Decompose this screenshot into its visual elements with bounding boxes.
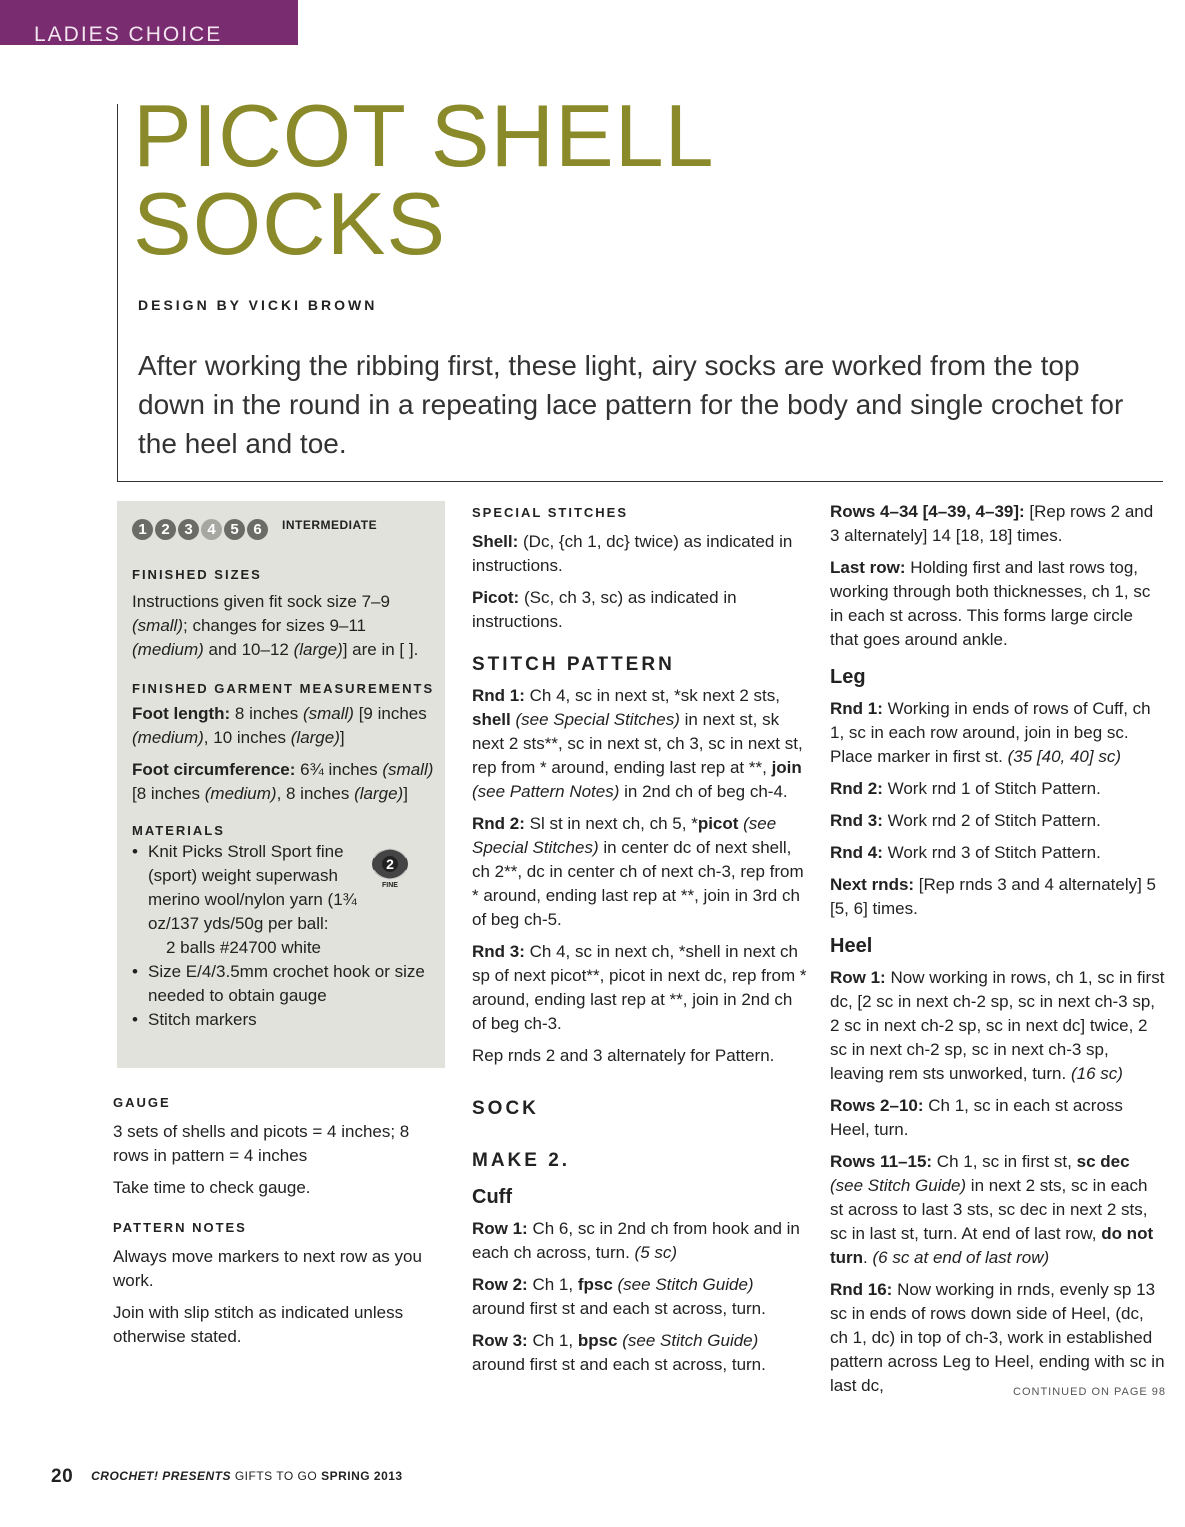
skill-level-2-icon: 2 [155,519,176,540]
section-tab [0,0,298,45]
finished-sizes-text: Instructions given fit sock size 7–9 (small); changes for sizes 9–11 (medium) and 10–12 (large)] are in [ ]. [132,592,419,659]
heel-heading: Heel [830,935,873,957]
pattern-note-1: Always move markers to next row as you work. [113,1247,422,1290]
intro-paragraph: After working the ribbing first, these light, airy socks are worked from the top down in the round in a repeating lace pattern for the body and single crochet for the heel and toe. [138,350,1124,459]
sock-heading: SOCK [472,1098,539,1119]
title-rule-horizontal [117,481,1163,482]
heel-rnd-16: Rnd 16: Now working in rnds, evenly sp 13 sc in ends of rows down side of Heel, (dc, ch 1, dc) in top of ch-3, work in established pattern across Leg to Heel, ending with sc in last dc, [830,1280,1165,1395]
garment-measurements-heading: FINISHED GARMENT MEASUREMENTS [132,681,435,696]
leg-rnd-1: Rnd 1: Working in ends of rows of Cuff, ch 1, sc in each row around, join in beg sc. Place marker in first st. (35 [40, 40] sc) [830,699,1151,766]
page-footer [51,1464,403,1486]
skill-level-indicator [132,519,437,540]
skill-level-3-icon: 3 [178,519,199,540]
pattern-note-2: Join with slip stitch as indicated unless otherwise stated. [113,1303,404,1346]
gauge-heading: GAUGE [113,1095,171,1110]
skill-level-6-icon: 6 [247,519,268,540]
gauge-check-text: Take time to check gauge. [113,1178,311,1197]
leg-next-rnds: Next rnds: [Rep rnds 3 and 4 alternately] 5 [5, 6] times. [830,875,1157,918]
info-sidebar [117,501,445,1068]
gauge-notes-column [113,1095,443,1349]
instructions-column-2 [472,505,807,1377]
cuff-rows-4-34: Rows 4–34 [4–39, 4–39]: [Rep rows 2 and 3 alternately] 14 [18, 18] times. [830,502,1154,545]
heel-rows-11-15: Rows 11–15: Ch 1, sc in first st, sc dec (see Stitch Guide) in next 2 sts, sc in each st across to last 3 sts, sc dec in next 2 sts, sc in last st, turn. At end of last row, do not turn. (6 sc at end of last row) [830,1152,1154,1267]
foot-circumference-text: Foot circumference: 6¾ inches (small) [8 inches (medium), 8 inches (large)] [132,760,434,803]
stitch-pattern-rnd-1: Rnd 1: Ch 4, sc in next st, *sk next 2 sts, shell (see Special Stitches) in next st, sk next 2 sts**, sc in next st, ch 3, sc in next st, rep from * around, ending last rep at **, join (see Pattern Notes) in 2nd ch of beg ch-4. [472,686,803,801]
picot-definition: Picot: (Sc, ch 3, sc) as indicated in instructions. [472,588,737,631]
leg-heading: Leg [830,666,866,688]
leg-rnd-3: Rnd 3: Work rnd 2 of Stitch Pattern. [830,811,1101,830]
make-two-heading: MAKE 2. [472,1150,571,1171]
heel-row-1: Row 1: Now working in rows, ch 1, sc in first dc, [2 sc in next ch-2 sp, sc in next ch-3 sp, 2 sc in next ch-2 sp, sc in next dc] twice, 2 sc in next ch-2 sp, sc in next ch-3 sp, leaving rem sts unworked, turn. (16 sc) [830,968,1165,1083]
skill-level-label: INTERMEDIATE [282,517,378,532]
gauge-text: 3 sets of shells and picots = 4 inches; 8 rows in pattern = 4 inches [113,1122,410,1165]
title-line-2: SOCKS [133,174,447,273]
leg-rnd-2: Rnd 2: Work rnd 1 of Stitch Pattern. [830,779,1101,798]
stitch-pattern-repeat: Rep rnds 2 and 3 alternately for Pattern. [472,1046,775,1065]
continued-on-page: CONTINUED ON PAGE 98 [1013,1386,1167,1398]
materials-item-markers: • Stitch markers [132,1008,437,1032]
magazine-name: CROCHET! PRESENTS [91,1469,231,1483]
special-stitches-heading: SPECIAL STITCHES [472,505,629,520]
cuff-heading: Cuff [472,1186,512,1208]
stitch-pattern-rnd-2: Rnd 2: Sl st in next ch, ch 5, *picot (see Special Stitches) in center dc of next shell, ch 2**, dc in center ch of next ch-3, rep from * around, ending last rep at **, join in 3rd ch of beg ch-5. [472,814,804,929]
skill-level-4-icon: 4 [201,519,222,540]
yarn-weight-number: 2 [386,856,394,872]
instructions-column-3 [830,500,1165,1398]
issue-name: GIFTS TO GO [230,1469,322,1483]
heel-rows-2-10: Rows 2–10: Ch 1, sc in each st across Heel, turn. [830,1096,1123,1139]
yarn-weight-label: FINE [382,882,398,888]
pattern-notes-heading: PATTERN NOTES [113,1220,247,1235]
materials-heading: MATERIALS [132,823,225,838]
materials-item-hook: • Size E/4/3.5mm crochet hook or size needed to obtain gauge [132,960,437,1008]
title-rule-vertical [117,104,118,482]
foot-length-text: Foot length: 8 inches (small) [9 inches (medium), 10 inches (large)] [132,704,427,747]
cuff-row-3: Row 3: Ch 1, bpsc (see Stitch Guide) around first st and each st across, turn. [472,1331,766,1374]
yarn-weight-icon [369,846,411,888]
finished-sizes-heading: FINISHED SIZES [132,567,262,582]
cuff-row-1: Row 1: Ch 6, sc in 2nd ch from hook and in each ch across, turn. (5 sc) [472,1219,800,1262]
skill-level-5-icon: 5 [224,519,245,540]
section-tab-label: LADIES CHOICE [34,23,223,46]
designer-byline: DESIGN BY VICKI BROWN [138,297,378,313]
skill-level-1-icon: 1 [132,519,153,540]
page-number: 20 [51,1466,74,1487]
title-line-1: PICOT SHELL [133,86,715,185]
cuff-last-row: Last row: Holding first and last rows tog, working through both thicknesses, ch 1, sc in each st across. This forms large circle that goes around ankle. [830,558,1151,649]
stitch-pattern-heading: STITCH PATTERN [472,654,675,675]
leg-rnd-4: Rnd 4: Work rnd 3 of Stitch Pattern. [830,843,1101,862]
stitch-pattern-rnd-3: Rnd 3: Ch 4, sc in next ch, *shell in next ch sp of next picot**, picot in next dc, rep from * around, ending last rep at **, join in 2nd ch of beg ch-3. [472,942,807,1033]
issue-season: SPRING 2013 [321,1469,403,1483]
cuff-row-2: Row 2: Ch 1, fpsc (see Stitch Guide) around first st and each st across, turn. [472,1275,766,1318]
shell-definition: Shell: (Dc, {ch 1, dc} twice) as indicated in instructions. [472,532,793,575]
page-title [133,86,715,273]
materials-item-yarn: • Knit Picks Stroll Sport fine (sport) weight superwash merino wool/nylon yarn (1¾ oz/137 yds/50g per ball: 2 balls #24700 white [132,840,437,960]
